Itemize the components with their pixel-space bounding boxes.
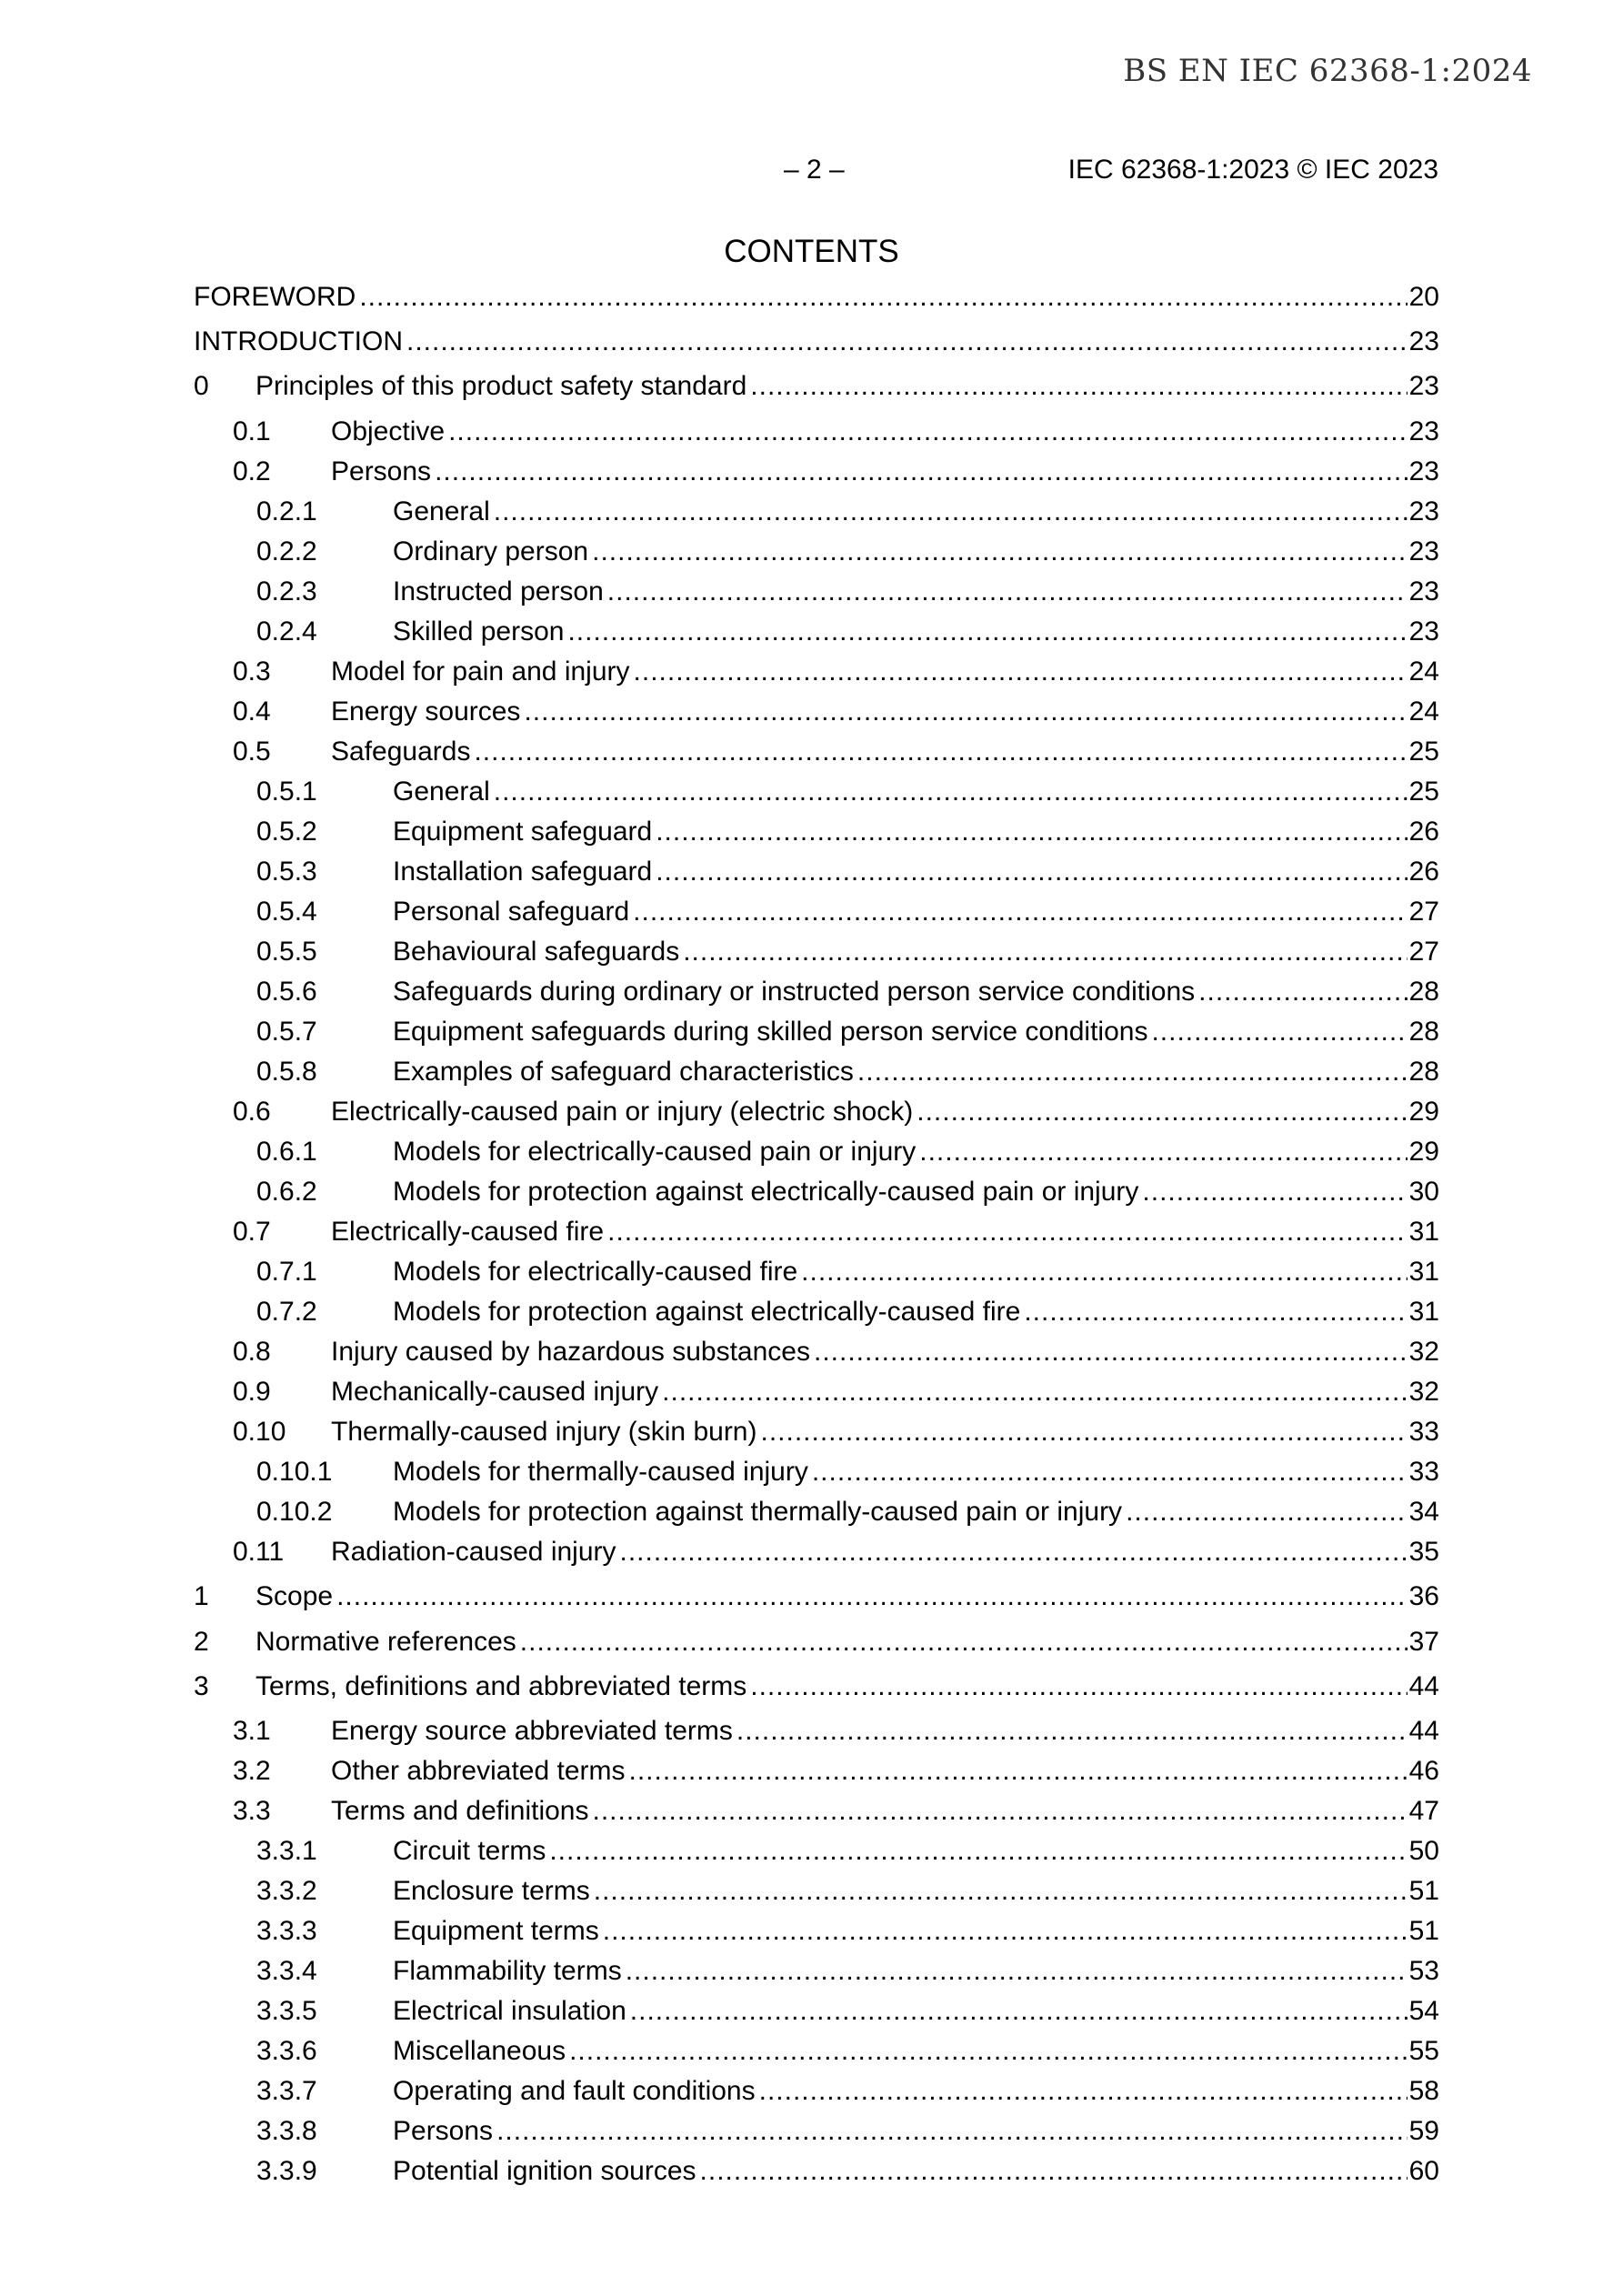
toc-entry-title: Normative references	[255, 1627, 516, 1657]
dot-leader	[496, 2113, 1408, 2150]
dot-leader	[628, 1753, 1407, 1790]
toc-entry[interactable]	[194, 574, 1439, 610]
toc-entry[interactable]	[194, 1534, 1439, 1570]
toc-entry[interactable]	[194, 1793, 1439, 1830]
toc-entry-number: 0.5.6	[256, 977, 317, 1007]
toc-entry-title: Radiation-caused injury	[331, 1537, 616, 1567]
toc-entry[interactable]	[194, 1294, 1439, 1330]
toc-entry-number: 2	[194, 1627, 209, 1657]
toc-entry-title: Behavioural safeguards	[393, 937, 680, 967]
toc-entry-number: 0.8	[233, 1337, 271, 1367]
toc-entry[interactable]	[194, 1174, 1439, 1210]
toc-entry-title: Miscellaneous	[393, 2036, 566, 2066]
toc-entry-page: 28	[1408, 977, 1439, 1007]
toc-entry-page: 60	[1408, 2156, 1439, 2186]
toc-entry-number: 0.2.2	[256, 536, 317, 566]
toc-entry-number: 1	[194, 1581, 209, 1611]
toc-entry[interactable]	[194, 1993, 1439, 2030]
dot-leader	[592, 1793, 1407, 1830]
toc-entry-number: 0.1	[233, 416, 271, 446]
dot-leader	[801, 1254, 1407, 1290]
toc-entry-page: 23	[1408, 617, 1439, 647]
toc-entry[interactable]	[194, 1414, 1439, 1450]
toc-entry[interactable]	[194, 614, 1439, 650]
toc-entry-title: Potential ignition sources	[393, 2156, 696, 2186]
toc-entry-page: 23	[1408, 416, 1439, 446]
toc-entry-title: Electrically-caused fire	[331, 1217, 605, 1247]
toc-entry-title: Thermally-caused injury (skin burn)	[331, 1417, 757, 1447]
toc-entry-page: 29	[1408, 1097, 1439, 1127]
dot-leader	[1126, 1494, 1408, 1530]
toc-entry[interactable]	[194, 2113, 1439, 2150]
toc-entry[interactable]	[194, 1094, 1439, 1130]
toc-entry[interactable]	[194, 494, 1439, 530]
page-number: – 2 –	[784, 155, 845, 185]
toc-entry-number: 3.3.7	[256, 2076, 317, 2106]
toc-entry-page: 30	[1408, 1177, 1439, 1207]
toc-entry-page: 23	[1408, 536, 1439, 566]
dot-leader	[736, 1713, 1408, 1750]
toc-entry-page: 54	[1408, 1996, 1439, 2026]
toc-entry[interactable]	[194, 1214, 1439, 1250]
toc-entry-number: 0.4	[233, 697, 271, 727]
toc-entry-page: 24	[1408, 697, 1439, 727]
toc-entry-number: 0.2.4	[256, 617, 317, 647]
toc-entry[interactable]	[194, 368, 1439, 405]
toc-entry-number: 0.5.3	[256, 857, 317, 887]
toc-entry-title: Principles of this product safety standard	[255, 371, 747, 401]
dot-leader	[633, 894, 1407, 930]
toc-entry[interactable]	[194, 1873, 1439, 1910]
dot-leader	[750, 1669, 1407, 1705]
toc-entry-number: 0.2	[233, 456, 271, 486]
dot-leader	[336, 1579, 1408, 1615]
toc-entry-number: 0	[194, 371, 209, 401]
toc-entry[interactable]	[194, 974, 1439, 1010]
dot-leader	[656, 854, 1407, 890]
dot-leader	[569, 2033, 1408, 2070]
toc-entry-page: 31	[1408, 1297, 1439, 1327]
toc-entry-title: Models for protection against thermally-caused pain or injury	[393, 1497, 1123, 1527]
toc-entry-title: FOREWORD	[194, 282, 356, 312]
toc-entry-number: 3.3.9	[256, 2156, 317, 2186]
toc-entry-number: 0.2.1	[256, 496, 317, 526]
toc-entry-title: Equipment safeguards during skilled person service conditions	[393, 1017, 1148, 1047]
dot-leader	[359, 279, 1407, 316]
toc-entry-title: Models for thermally-caused injury	[393, 1457, 808, 1487]
toc-entry-page: 44	[1408, 1716, 1439, 1746]
toc-entry-title: Injury caused by hazardous substances	[331, 1337, 810, 1367]
toc-entry-number: 0.5.8	[256, 1057, 317, 1087]
dot-leader	[917, 1094, 1407, 1130]
toc-entry-page: 23	[1408, 456, 1439, 486]
toc-entry-page: 50	[1408, 1836, 1439, 1866]
toc-entry[interactable]	[194, 1953, 1439, 1990]
toc-entry-page: 31	[1408, 1257, 1439, 1287]
toc-entry-page: 31	[1408, 1217, 1439, 1247]
toc-entry-page: 25	[1408, 737, 1439, 767]
toc-entry-title: Persons	[331, 456, 432, 486]
toc-entry[interactable]	[194, 414, 1439, 450]
dot-leader	[750, 368, 1407, 405]
toc-entry-number: 0.7.2	[256, 1297, 317, 1327]
toc-entry-title: Persons	[393, 2116, 494, 2146]
toc-entry-title: Skilled person	[393, 617, 565, 647]
toc-entry-page: 28	[1408, 1057, 1439, 1087]
toc-entry[interactable]	[194, 1833, 1439, 1870]
toc-entry-title: Scope	[255, 1581, 334, 1611]
toc-entry-title: Other abbreviated terms	[331, 1756, 626, 1786]
toc-entry-title: Operating and fault conditions	[393, 2076, 756, 2106]
toc-entry-page: 20	[1408, 282, 1439, 312]
toc-entry[interactable]	[194, 324, 1439, 360]
toc-entry-number: 3.3.4	[256, 1956, 317, 1986]
toc-entry-title: Flammability terms	[393, 1956, 622, 1986]
toc-entry-title: Safeguards during ordinary or instructed person service conditions	[393, 977, 1196, 1007]
dot-leader	[683, 934, 1407, 970]
toc-entry-number: 0.11	[233, 1537, 285, 1567]
toc-entry-page: 53	[1408, 1956, 1439, 1986]
toc-entry-page: 26	[1408, 817, 1439, 847]
toc-entry-title: Terms, definitions and abbreviated terms	[255, 1671, 747, 1701]
toc-entry-number: 3.1	[233, 1716, 271, 1746]
toc-entry[interactable]	[194, 2033, 1439, 2070]
dot-leader	[603, 1913, 1408, 1950]
toc-entry-title: Models for electrically-caused pain or injury	[393, 1137, 917, 1167]
toc-entry-title: Models for protection against electrically-caused pain or injury	[393, 1177, 1139, 1207]
toc-entry[interactable]	[194, 1254, 1439, 1290]
toc-entry-title: General	[393, 777, 490, 807]
toc-entry-title: Ordinary person	[393, 536, 589, 566]
toc-entry-title: Instructed person	[393, 577, 604, 607]
toc-entry[interactable]	[194, 1753, 1439, 1790]
dot-leader	[592, 534, 1408, 570]
toc-entry-title: Objective	[331, 416, 446, 446]
dot-leader	[620, 1534, 1408, 1570]
toc-entry-number: 3	[194, 1671, 209, 1701]
toc-entry-title: Installation safeguard	[393, 857, 653, 887]
toc-entry-number: 3.3.2	[256, 1876, 317, 1906]
dot-leader	[494, 494, 1408, 530]
toc-entry-page: 51	[1408, 1916, 1439, 1946]
toc-entry-number: 0.10.2	[256, 1497, 333, 1527]
dot-leader	[656, 814, 1407, 850]
toc-entry-page: 32	[1408, 1337, 1439, 1367]
toc-entry-number: 3.3	[233, 1796, 271, 1826]
toc-entry-title: Terms and definitions	[331, 1796, 589, 1826]
toc-entry[interactable]	[194, 1913, 1439, 1950]
dot-leader	[1151, 1014, 1407, 1050]
toc-entry-number: 0.5.2	[256, 817, 317, 847]
toc-entry-title: Energy sources	[331, 697, 521, 727]
iec-copyright-header: IEC 62368-1:2023 © IEC 2023	[1067, 155, 1438, 185]
dot-leader	[857, 1054, 1408, 1090]
toc-entry-title: Safeguards	[331, 737, 471, 767]
toc-entry[interactable]	[194, 2073, 1439, 2110]
dot-leader	[448, 414, 1408, 450]
dot-leader	[594, 1873, 1408, 1910]
toc-entry[interactable]	[194, 1713, 1439, 1750]
toc-entry-number: 0.10	[233, 1417, 286, 1447]
toc-entry-number: 0.5	[233, 737, 271, 767]
toc-entry-page: 23	[1408, 371, 1439, 401]
contents-title: CONTENTS	[724, 234, 899, 269]
toc-entry[interactable]	[194, 1624, 1439, 1660]
dot-leader	[1142, 1174, 1407, 1210]
toc-entry-page: 28	[1408, 1017, 1439, 1047]
toc-entry-page: 37	[1408, 1627, 1439, 1657]
dot-leader	[759, 2073, 1408, 2110]
toc-entry[interactable]	[194, 654, 1439, 690]
toc-entry-page: 35	[1408, 1537, 1439, 1567]
document-standard-header: BS EN IEC 62368-1:2024	[1123, 53, 1532, 89]
toc-entry[interactable]	[194, 1374, 1439, 1410]
toc-entry-title: Enclosure terms	[393, 1876, 590, 1906]
toc-entry[interactable]	[194, 2153, 1439, 2190]
toc-entry-number: 3.3.1	[256, 1836, 317, 1866]
dot-leader	[524, 694, 1407, 730]
toc-entry-number: 0.6.1	[256, 1137, 317, 1167]
toc-entry-page: 23	[1408, 496, 1439, 526]
dot-leader	[814, 1334, 1408, 1370]
toc-entry-page: 29	[1408, 1137, 1439, 1167]
toc-entry-title: Electrical insulation	[393, 1996, 626, 2026]
toc-entry[interactable]	[194, 934, 1439, 970]
toc-entry-title: INTRODUCTION	[194, 326, 403, 356]
dot-leader	[607, 1214, 1408, 1250]
toc-entry[interactable]	[194, 1494, 1439, 1530]
dot-leader	[567, 614, 1407, 650]
toc-entry-title: Circuit terms	[393, 1836, 546, 1866]
toc-entry[interactable]	[194, 1014, 1439, 1050]
toc-entry-title: Equipment terms	[393, 1916, 599, 1946]
toc-entry-title: Model for pain and injury	[331, 657, 630, 687]
dot-leader	[812, 1454, 1408, 1490]
toc-entry-page: 33	[1408, 1457, 1439, 1487]
toc-entry-title: Electrically-caused pain or injury (electric shock)	[331, 1097, 914, 1127]
toc-entry-page: 26	[1408, 857, 1439, 887]
toc-entry[interactable]	[194, 1054, 1439, 1090]
toc-entry[interactable]	[194, 454, 1439, 490]
toc-entry-page: 51	[1408, 1876, 1439, 1906]
toc-entry-page: 34	[1408, 1497, 1439, 1527]
toc-entry-title: Examples of safeguard characteristics	[393, 1057, 854, 1087]
dot-leader	[435, 454, 1408, 490]
dot-leader	[630, 1993, 1408, 2030]
toc-entry-page: 27	[1408, 897, 1439, 927]
dot-leader	[474, 734, 1407, 770]
dot-leader	[549, 1833, 1407, 1870]
toc-entry-number: 0.3	[233, 657, 271, 687]
dot-leader	[494, 774, 1408, 810]
toc-entry-page: 58	[1408, 2076, 1439, 2106]
toc-entry[interactable]	[194, 734, 1439, 770]
toc-entry-page: 27	[1408, 937, 1439, 967]
toc-entry-title: Models for electrically-caused fire	[393, 1257, 798, 1287]
toc-entry-number: 0.5.7	[256, 1017, 317, 1047]
toc-entry-title: General	[393, 496, 490, 526]
toc-entry-page: 46	[1408, 1756, 1439, 1786]
toc-entry-number: 0.6	[233, 1097, 271, 1127]
toc-entry-number: 0.6.2	[256, 1177, 317, 1207]
toc-entry-number: 3.3.6	[256, 2036, 317, 2066]
dot-leader	[919, 1134, 1407, 1170]
toc-entry-page: 24	[1408, 657, 1439, 687]
toc-entry-number: 0.5.1	[256, 777, 317, 807]
toc-entry-number: 0.2.3	[256, 577, 317, 607]
toc-entry-page: 44	[1408, 1671, 1439, 1701]
dot-leader	[1198, 974, 1407, 1010]
toc-entry-page: 25	[1408, 777, 1439, 807]
toc-entry[interactable]	[194, 534, 1439, 570]
toc-entry-page: 23	[1408, 326, 1439, 356]
toc-entry-number: 3.2	[233, 1756, 271, 1786]
toc-entry-number: 3.3.3	[256, 1916, 317, 1946]
toc-entry-title: Equipment safeguard	[393, 817, 653, 847]
toc-entry-number: 0.5.4	[256, 897, 317, 927]
toc-entry-page: 55	[1408, 2036, 1439, 2066]
dot-leader	[406, 324, 1408, 360]
dot-leader	[607, 574, 1408, 610]
toc-entry-title: Energy source abbreviated terms	[331, 1716, 733, 1746]
toc-entry[interactable]	[194, 279, 1439, 316]
toc-entry-page: 33	[1408, 1417, 1439, 1447]
toc-entry-page: 47	[1408, 1796, 1439, 1826]
toc-entry-page: 23	[1408, 577, 1439, 607]
toc-entry-title: Models for protection against electrically-caused fire	[393, 1297, 1021, 1327]
toc-entry[interactable]	[194, 854, 1439, 890]
dot-leader	[700, 2153, 1408, 2190]
toc-entry[interactable]	[194, 1454, 1439, 1490]
toc-entry-number: 0.5.5	[256, 937, 317, 967]
toc-entry-page: 32	[1408, 1377, 1439, 1407]
toc-entry-number: 3.3.8	[256, 2116, 317, 2146]
toc-entry-number: 0.7.1	[256, 1257, 317, 1287]
toc-entry-number: 0.7	[233, 1217, 271, 1247]
toc-entry-number: 3.3.5	[256, 1996, 317, 2026]
toc-entry-number: 0.9	[233, 1377, 271, 1407]
toc-entry[interactable]	[194, 1334, 1439, 1370]
dot-leader	[626, 1953, 1408, 1990]
toc-entry[interactable]	[194, 1134, 1439, 1170]
toc-entry-title: Personal safeguard	[393, 897, 630, 927]
toc-entry[interactable]	[194, 894, 1439, 930]
toc-entry[interactable]	[194, 774, 1439, 810]
toc-entry-page: 59	[1408, 2116, 1439, 2146]
toc-entry-title: Mechanically-caused injury	[331, 1377, 659, 1407]
dot-leader	[1024, 1294, 1407, 1330]
dot-leader	[662, 1374, 1407, 1410]
toc-entry[interactable]	[194, 1579, 1439, 1615]
toc-entry-page: 36	[1408, 1581, 1439, 1611]
toc-entry[interactable]	[194, 814, 1439, 850]
toc-entry[interactable]	[194, 1669, 1439, 1705]
toc-entry-number: 0.10.1	[256, 1457, 333, 1487]
toc-entry[interactable]	[194, 694, 1439, 730]
dot-leader	[520, 1624, 1408, 1660]
dot-leader	[761, 1414, 1408, 1450]
dot-leader	[634, 654, 1408, 690]
